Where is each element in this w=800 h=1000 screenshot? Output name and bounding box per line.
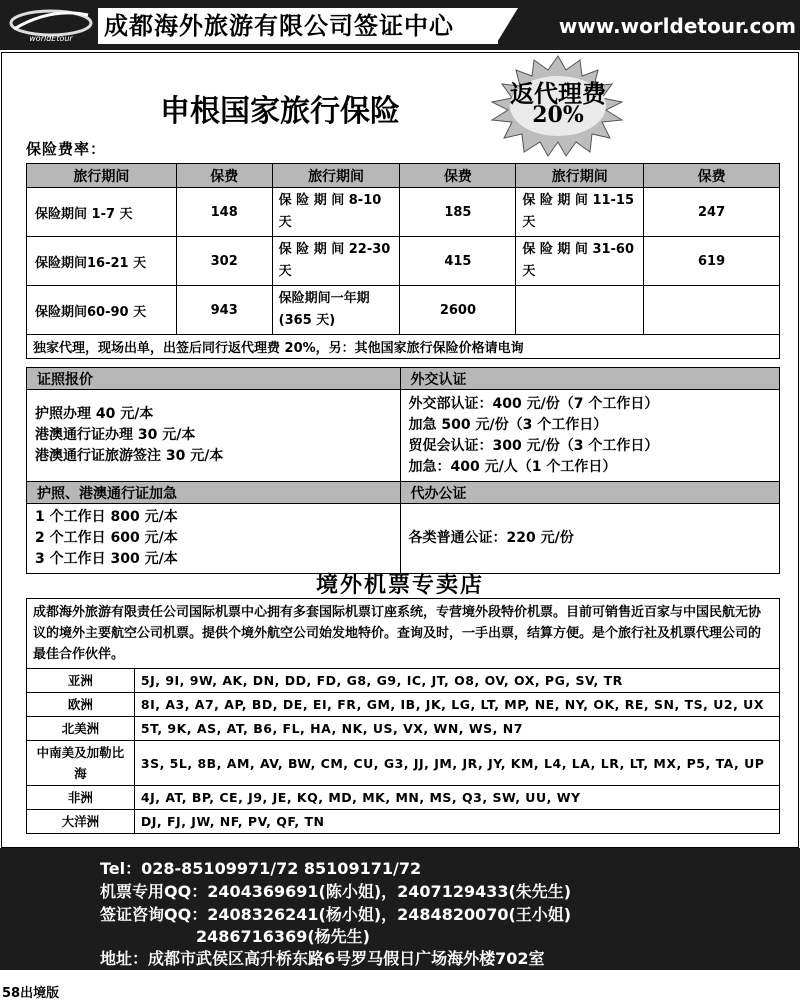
contact-qq-visa: 签证咨询QQ：2408326241(杨小姐)，2484820070(王小姐) bbox=[100, 905, 572, 924]
column-header: 旅行期间 bbox=[27, 164, 177, 188]
rate-label: 保险费率： bbox=[26, 140, 107, 158]
table-row bbox=[27, 188, 780, 237]
passport-prices bbox=[27, 390, 401, 482]
list-item: 护照办理 40 元/本 bbox=[35, 406, 154, 422]
airline-codes: 8I, A3, A7, AP, BD, DE, EI, FR, GM, IB, JK, LG, LT, MP, NE, NY, OK, RE, SN, TS, U2, UX bbox=[134, 693, 779, 717]
company-name: 成都海外旅游有限公司签证中心 bbox=[98, 8, 498, 44]
insurance-rate-table bbox=[26, 163, 780, 359]
column-header: 保费 bbox=[176, 164, 272, 188]
contact-qq-ticket: 机票专用QQ：2404369691(陈小姐)，2407129433(朱先生) bbox=[100, 882, 572, 901]
table-note-row bbox=[27, 335, 780, 359]
title-slant bbox=[496, 8, 518, 44]
rate-note: 独家代理，现场出单，出签后同行返代理费 20%，另：其他国家旅行保险价格请电询 bbox=[27, 335, 780, 359]
table-cell: 保 险 期 间 11-15 天 bbox=[516, 188, 644, 237]
list-item: 外交部认证：400 元/份（7 个工作日） bbox=[408, 395, 659, 412]
column-header: 旅行期间 bbox=[516, 164, 644, 188]
list-item: 加急：400 元/人（1 个工作日） bbox=[408, 458, 617, 475]
notary-price: 各类普通公证：220 元/份 bbox=[400, 504, 780, 574]
services-table bbox=[26, 367, 780, 574]
region-name: 非洲 bbox=[27, 786, 135, 810]
column-header: 保费 bbox=[400, 164, 516, 188]
table-row bbox=[27, 693, 780, 717]
region-name: 亚洲 bbox=[27, 669, 135, 693]
table-row bbox=[27, 286, 780, 335]
column-header: 旅行期间 bbox=[272, 164, 400, 188]
contact-tel: Tel：028-85109971/72 85109171/72 bbox=[100, 859, 422, 878]
table-cell: 302 bbox=[176, 237, 272, 286]
airline-codes: 3S, 5L, 8B, AM, AV, BW, CM, CU, G3, JJ, JM, JR, JY, KM, L4, LA, LR, LT, MX, P5, TA, UP bbox=[134, 741, 779, 786]
airline-codes: 4J, AT, BP, CE, J9, JE, KQ, MD, MK, MN, MS, Q3, SW, UU, WY bbox=[134, 786, 779, 810]
list-item: 贸促会认证：300 元/份（3 个工作日） bbox=[408, 437, 659, 454]
page-title: 申根国家旅行保险 bbox=[160, 94, 400, 129]
svg-text:worldEtour: worldEtour bbox=[29, 34, 73, 43]
list-item: 2 个工作日 600 元/本 bbox=[35, 530, 178, 546]
foreign-auth-prices bbox=[400, 390, 780, 482]
table-row bbox=[27, 504, 780, 574]
table-header-row bbox=[27, 164, 780, 188]
table-cell: 保 险 期 间 31-60 天 bbox=[516, 237, 644, 286]
airline-codes: 5J, 9I, 9W, AK, DN, DD, FD, G8, G9, IC, JT, O8, OV, OX, PG, SV, TR bbox=[134, 669, 779, 693]
table-cell: 保险期间16-21 天 bbox=[27, 237, 177, 286]
worldetour-logo-icon bbox=[6, 5, 96, 45]
airline-ticket-table bbox=[26, 598, 780, 834]
page-tag: 58出境版 bbox=[2, 986, 60, 1000]
region-name: 欧洲 bbox=[27, 693, 135, 717]
urgent-header: 护照、港澳通行证加急 bbox=[27, 482, 401, 504]
table-row bbox=[27, 237, 780, 286]
table-cell: 保 险 期 间 8-10 天 bbox=[272, 188, 400, 237]
contact-address: 地址：成都市武侯区高升桥东路6号罗马假日广场海外楼702室 bbox=[100, 949, 545, 968]
notary-header: 代办公证 bbox=[400, 482, 780, 504]
contact-footer bbox=[0, 848, 800, 970]
ticket-intro: 成都海外旅游有限责任公司国际机票中心拥有多套国际机票订座系统，专营境外段特价机票。目前可销售近百家与中国民航无协议的境外主要航空公司机票。提供个境外航空公司始发地特价。查询及时，一手出票，结算方便。是个旅行社及机票代理公司的最佳合作伙伴。 bbox=[27, 599, 780, 669]
table-cell: 保 险 期 间 22-30 天 bbox=[272, 237, 400, 286]
table-cell: 保险期间60-90 天 bbox=[27, 286, 177, 335]
airline-codes: 5T, 9K, AS, AT, B6, FL, HA, NK, US, VX, WN, WS, N7 bbox=[134, 717, 779, 741]
urgent-prices bbox=[27, 504, 401, 574]
region-name: 大洋洲 bbox=[27, 810, 135, 834]
table-cell: 185 bbox=[400, 188, 516, 237]
table-cell: 415 bbox=[400, 237, 516, 286]
ticket-section-title: 境外机票专卖店 bbox=[315, 573, 484, 598]
badge-text-percent: 20% bbox=[532, 102, 584, 128]
table-cell bbox=[644, 286, 780, 335]
region-name: 中南美及加勒比海 bbox=[27, 741, 135, 786]
list-item: 港澳通行证旅游签注 30 元/本 bbox=[35, 448, 224, 464]
table-header-row bbox=[27, 482, 780, 504]
table-cell: 保险期间一年期(365 天) bbox=[272, 286, 400, 335]
table-row bbox=[27, 669, 780, 693]
list-item: 港澳通行证办理 30 元/本 bbox=[35, 427, 196, 443]
list-item: 3 个工作日 300 元/本 bbox=[35, 551, 178, 567]
list-item: 加急 500 元/份（3 个工作日） bbox=[408, 416, 608, 433]
table-header-row bbox=[27, 368, 780, 390]
table-cell: 247 bbox=[644, 188, 780, 237]
table-row bbox=[27, 599, 780, 669]
table-row bbox=[27, 786, 780, 810]
header-bar bbox=[0, 0, 800, 50]
airline-codes: DJ, FJ, JW, NF, PV, QF, TN bbox=[134, 810, 779, 834]
table-cell: 保险期间 1-7 天 bbox=[27, 188, 177, 237]
region-name: 北美洲 bbox=[27, 717, 135, 741]
table-cell: 943 bbox=[176, 286, 272, 335]
contact-qq-visa-extra: 2486716369(杨先生) bbox=[196, 927, 370, 946]
table-row bbox=[27, 390, 780, 482]
table-row bbox=[27, 810, 780, 834]
column-header: 保费 bbox=[644, 164, 780, 188]
table-row bbox=[27, 741, 780, 786]
passport-header: 证照报价 bbox=[27, 368, 401, 390]
table-row bbox=[27, 717, 780, 741]
list-item: 1 个工作日 800 元/本 bbox=[35, 509, 178, 525]
foreign-auth-header: 外交认证 bbox=[400, 368, 780, 390]
table-cell: 619 bbox=[644, 237, 780, 286]
table-cell bbox=[516, 286, 644, 335]
website-url[interactable]: www.worldetour.com bbox=[558, 14, 796, 38]
badge-text-rebate: 返代理费 bbox=[510, 79, 606, 108]
table-cell: 2600 bbox=[400, 286, 516, 335]
table-cell: 148 bbox=[176, 188, 272, 237]
